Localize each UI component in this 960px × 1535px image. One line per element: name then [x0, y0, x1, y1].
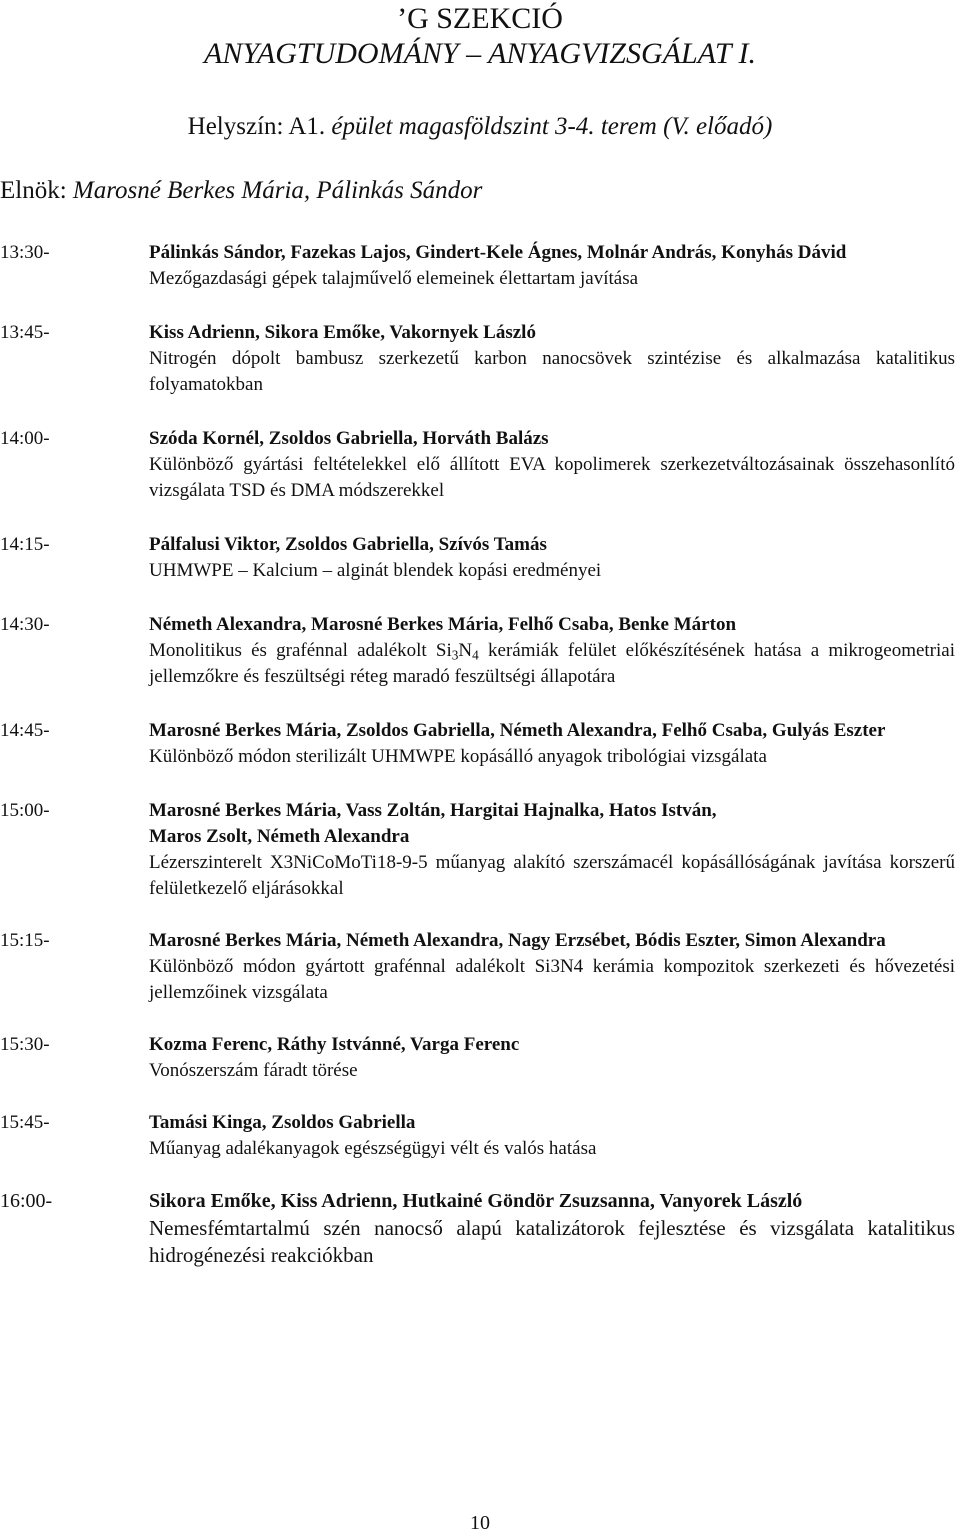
talk-title: Vonószerszám fáradt törése [149, 1060, 358, 1081]
subscript-3: 3 [451, 647, 459, 663]
talk-authors-line: Marosné Berkes Mária, Vass Zoltán, Hargitai Hajnalka, Hatos István, [149, 800, 717, 821]
talk-time: 16:00- [0, 1190, 53, 1212]
talk-authors: Marosné Berkes Mária, Zsoldos Gabriella, Németh Alexandra, Felhő Csaba, Gulyás Eszter [149, 720, 886, 741]
talk-title: Műanyag adalékanyagok egészségügyi vélt és valós hatása [149, 1138, 597, 1159]
talk-title-part: kerámiák felület előkészítésének hatása a mikrogeometriai jellemzőkre és feszültségi réteg maradó feszültségi állapotára [149, 640, 955, 687]
page-number: 10 [470, 1512, 490, 1534]
section-title: ’G SZEKCIÓ [397, 2, 563, 35]
talk-time: 13:30- [0, 242, 50, 263]
talk-time: 15:00- [0, 800, 50, 821]
talk-entry [0, 798, 960, 902]
talk-entry [0, 320, 960, 398]
talk-entry [0, 612, 960, 690]
talk-entry [0, 532, 960, 584]
talk-time: 14:45- [0, 720, 50, 741]
venue-line [0, 112, 960, 142]
talk-entry [0, 1188, 960, 1269]
talk-authors: Kiss Adrienn, Sikora Emőke, Vakornyek László [149, 322, 536, 343]
talk-title: UHMWPE – Kalcium – alginát blendek kopási eredményei [149, 560, 602, 581]
talk-authors: Kozma Ferenc, Ráthy Istvánné, Varga Ferenc [149, 1034, 520, 1055]
talk-authors-line: Maros Zsolt, Németh Alexandra [149, 826, 410, 847]
subscript-4: 4 [472, 647, 479, 663]
venue-label: Helyszín: A1. [187, 113, 326, 140]
talk-entry [0, 1032, 960, 1084]
talk-time: 15:15- [0, 930, 50, 951]
talk-entry [0, 426, 960, 504]
chair-names: Marosné Berkes Mária, Pálinkás Sándor [72, 177, 483, 204]
talk-time: 15:45- [0, 1112, 50, 1133]
talk-authors: Németh Alexandra, Marosné Berkes Mária, Felhő Csaba, Benke Márton [149, 614, 737, 635]
talk-authors: Pálinkás Sándor, Fazekas Lajos, Gindert-Kele Ágnes, Molnár András, Konyhás Dávid [149, 242, 847, 263]
talk-title: Nitrogén dópolt bambusz szerkezetű karbon nanocsövek szintézise és alkalmazása katalitikus folyamatokban [149, 348, 955, 395]
talk-title: Mezőgazdasági gépek talajművelő elemeinek élettartam javítása [149, 268, 639, 289]
talk-entry [0, 1110, 960, 1162]
talk-entry [0, 718, 960, 770]
talk-title: Különböző gyártási feltételekkel elő állított EVA kopolimerek szerkezetváltozásainak összehasonlító vizsgálata TSD és DMA módszerekkel [149, 454, 955, 501]
talk-title-part: Monolitikus és grafénnal adalékolt Si [149, 640, 452, 661]
talk-authors: Sikora Emőke, Kiss Adrienn, Hutkainé Göndör Zsuzsanna, Vanyorek László [149, 1190, 803, 1212]
talk-time: 14:30- [0, 614, 50, 635]
talk-authors [149, 798, 955, 850]
talk-entry [0, 240, 960, 292]
talk-title: Különböző módon gyártott grafénnal adalékolt Si3N4 kerámia kompozitok szerkezeti és hővezetési jellemzőinek vizsgálata [149, 956, 955, 1003]
talk-authors: Szóda Kornél, Zsoldos Gabriella, Horváth Balázs [149, 428, 549, 449]
talk-title [149, 638, 955, 690]
section-subtitle: ANYAGTUDOMÁNY – ANYAGVIZSGÁLAT I. [204, 37, 756, 70]
talk-title: Nemesfémtartalmú szén nanocső alapú katalizátorok fejlesztése és vizsgálata katalitikus hidrogénezési reakciókban [149, 1216, 955, 1267]
talk-title: Lézerszinterelt X3NiCoMoTi18-9-5 műanyag alakító szerszámacél kopásállóságának javítása korszerű felületkezelő eljárásokkal [149, 852, 955, 899]
talk-title: Különböző módon sterilizált UHMWPE kopásálló anyagok tribológiai vizsgálata [149, 746, 767, 767]
talk-time: 14:00- [0, 428, 50, 449]
talk-time: 15:30- [0, 1034, 50, 1055]
talk-time: 13:45- [0, 322, 50, 343]
talk-schedule [0, 240, 960, 1269]
chair-line [0, 176, 482, 206]
talk-authors: Pálfalusi Viktor, Zsoldos Gabriella, Szívós Tamás [149, 534, 547, 555]
talk-authors: Marosné Berkes Mária, Németh Alexandra, Nagy Erzsébet, Bódis Eszter, Simon Alexandra [149, 930, 886, 951]
talk-time: 14:15- [0, 534, 50, 555]
chair-label: Elnök: [0, 177, 67, 204]
talk-title-part: N [458, 640, 473, 661]
talk-entry [0, 928, 960, 1006]
venue-location: épület magasföldszint 3-4. terem (V. előadó) [331, 113, 773, 140]
talk-authors: Tamási Kinga, Zsoldos Gabriella [149, 1112, 416, 1133]
